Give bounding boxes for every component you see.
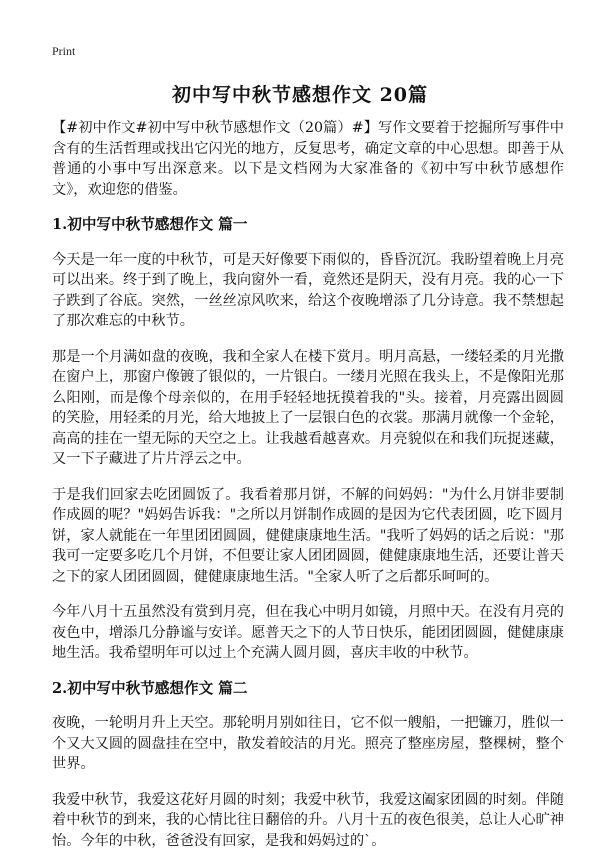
intro-paragraph: 【#初中作文#初中写中秋节感想作文（20篇）#】写作文要着于挖掘所写事件中含有的生活哲理或找出它闪光的地方，反复思考，确定文章的中心思想。即善于从普通的小事中写出深意来。以下是文档网为大家准备的《初中写中秋节感想作文》，欢迎您的借鉴。 <box>52 120 564 198</box>
paragraph: 今天是一年一度的中秋节，可是天好像要下雨似的，昏昏沉沉。我盼望着晚上月亮可以出来。终于到了晚上，我向窗外一看，竟然还是阴天，没有月亮。我的心一下子跌到了谷底。突然，一丝丝凉风吹来，给这个夜晚增添了几分诗意。我不禁想起了那次难忘的中秋节。 <box>52 251 564 329</box>
paragraph: 那是一个月满如盘的夜晚，我和全家人在楼下赏月。明月高悬，一缕轻柔的月光撒在窗户上，那窗户像镀了银似的，一片银白。一缕月光照在我头上，不是像阳光那么阳刚，而是像个母亲似的，在用手轻轻地抚摸着我的"头。接着，月亮露出圆圆的笑脸，用轻柔的月光，给大地披上了一层银白色的衣裳。那满月就像一个金轮，高高的挂在一望无际的天空之上。让我越看越喜欢。月亮貌似在和我们玩捉迷藏，又一下子藏进了片片浮云之中。 <box>52 348 564 467</box>
paragraph: 我爱中秋节，我爱这花好月圆的时刻；我爱中秋节，我爱这阖家团圆的时刻。伴随着中秋节的到来，我的心情比往日翻倍的升。八月十五的夜色很美，总让人心旷神怡。今年的中秋，爸爸没有回家，是我和妈妈过的`。 <box>52 791 564 849</box>
section-heading: 1.初中写中秋节感想作文 篇一 <box>52 216 248 233</box>
article-body <box>52 118 564 866</box>
paragraph: 今年八月十五虽然没有赏到月亮，但在我心中明月如镜，月照中天。在没有月亮的夜色中，增添几分静谧与安详。愿普天之下的人节日快乐，能团团圆圆，健健康康地生活。我希望明年可以过上个充满人圆月圆，喜庆丰收的中秋节。 <box>52 604 564 661</box>
page-title: 初中写中秋节感想作文 20篇 <box>171 84 429 106</box>
paragraph: 夜晚，一轮明月升上天空。那轮明月别如往日，它不似一艘船，一把镰刀，胜似一个又大又圆的圆盘挂在空中，散发着皎洁的月光。照亮了整座房屋，整棵树，整个世界。 <box>52 715 564 772</box>
paragraph: 于是我们回家去吃团圆饭了。我看着那月饼，不解的问妈妈："为什么月饼非要制作成圆的呢？"妈妈告诉我："之所以月饼制作成圆的是因为它代表团圆，吃下圆月饼，家人就能在一年里团团圆圆，健健康康地生活。"我听了妈妈的话之后说："那我可一定要多吃几个月饼，不但要让家人团团圆圆，健健康康地生活，还要让普天之下的家人团团圆圆，健健康康地生活。"全家人听了之后都乐呵呵的。 <box>52 486 564 585</box>
section-heading: 2.初中写中秋节感想作文 篇二 <box>52 679 248 697</box>
print-link[interactable]: Print <box>52 44 76 58</box>
